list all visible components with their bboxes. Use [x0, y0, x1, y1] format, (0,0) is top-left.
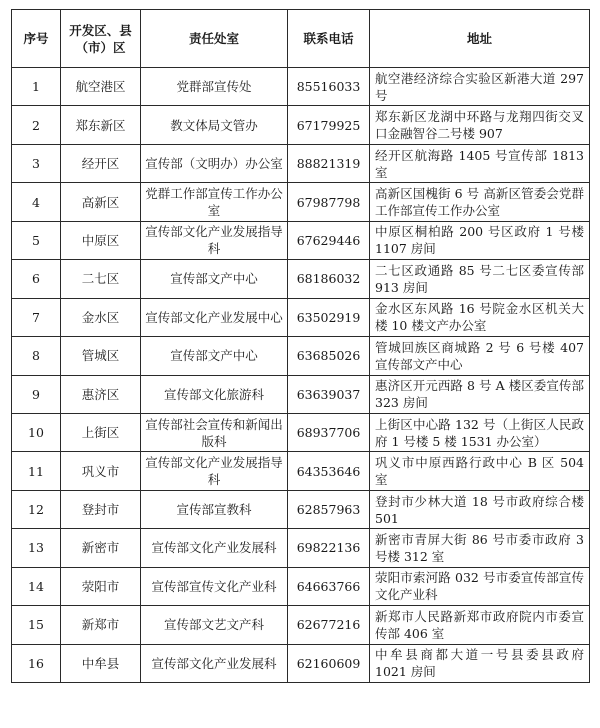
table-row — [12, 106, 590, 144]
address-cell: 荥阳市索河路 032 号市委宣传部宣传文化产业科 — [370, 567, 590, 605]
office-cell: 宣传部宣教科 — [141, 490, 288, 528]
office-cell: 宣传部文化产业发展指导科 — [141, 221, 288, 259]
district-cell: 管城区 — [61, 337, 141, 375]
district-cell: 新密市 — [61, 529, 141, 567]
table-row — [12, 260, 590, 298]
address-cell: 中原区桐柏路 200 号区政府 1 号楼 1107 房间 — [370, 221, 590, 259]
address-cell: 登封市少林大道 18 号市政府综合楼 501 — [370, 490, 590, 528]
address-cell: 巩义市中原西路行政中心 B 区 504 室 — [370, 452, 590, 490]
row-number: 14 — [12, 567, 61, 605]
phone-cell: 62160609 — [288, 644, 370, 682]
row-number: 15 — [12, 606, 61, 644]
row-number: 2 — [12, 106, 61, 144]
district-cell: 上街区 — [61, 413, 141, 451]
district-cell: 荥阳市 — [61, 567, 141, 605]
table-row — [12, 567, 590, 605]
table-row — [12, 490, 590, 528]
phone-cell: 64663766 — [288, 567, 370, 605]
district-cell: 新郑市 — [61, 606, 141, 644]
row-number: 7 — [12, 298, 61, 336]
table-row — [12, 68, 590, 106]
district-cell: 金水区 — [61, 298, 141, 336]
table-row — [12, 375, 590, 413]
office-cell: 宣传部（文明办）办公室 — [141, 144, 288, 182]
district-cell: 登封市 — [61, 490, 141, 528]
header-row — [12, 10, 590, 68]
district-cell: 郑东新区 — [61, 106, 141, 144]
address-cell: 中牟县商都大道一号县委县政府 1021 房间 — [370, 644, 590, 682]
table-row — [12, 452, 590, 490]
district-cell: 二七区 — [61, 260, 141, 298]
phone-cell: 68186032 — [288, 260, 370, 298]
phone-cell: 62857963 — [288, 490, 370, 528]
office-cell: 宣传部文化产业发展科 — [141, 529, 288, 567]
table-row — [12, 183, 590, 221]
address-cell: 新郑市人民路新郑市政府院内市委宣传部 406 室 — [370, 606, 590, 644]
district-cell: 惠济区 — [61, 375, 141, 413]
office-cell: 党群工作部宣传工作办公室 — [141, 183, 288, 221]
office-cell: 宣传部文产中心 — [141, 260, 288, 298]
office-cell: 党群部宣传处 — [141, 68, 288, 106]
phone-cell: 62677216 — [288, 606, 370, 644]
table-row — [12, 606, 590, 644]
district-cell: 高新区 — [61, 183, 141, 221]
header-phone: 联系电话 — [288, 10, 370, 68]
phone-cell: 64353646 — [288, 452, 370, 490]
district-cell: 经开区 — [61, 144, 141, 182]
office-cell: 宣传部文化产业发展指导科 — [141, 452, 288, 490]
phone-cell: 67629446 — [288, 221, 370, 259]
header-no: 序号 — [12, 10, 61, 68]
office-cell: 宣传部文艺文产科 — [141, 606, 288, 644]
phone-cell: 63685026 — [288, 337, 370, 375]
office-cell: 宣传部宣传文化产业科 — [141, 567, 288, 605]
district-cell: 中牟县 — [61, 644, 141, 682]
table-row — [12, 144, 590, 182]
row-number: 11 — [12, 452, 61, 490]
district-cell: 航空港区 — [61, 68, 141, 106]
row-number: 12 — [12, 490, 61, 528]
row-number: 5 — [12, 221, 61, 259]
table-row — [12, 529, 590, 567]
office-cell: 教文体局文管办 — [141, 106, 288, 144]
contact-table — [11, 9, 590, 683]
address-cell: 惠济区开元西路 8 号 A 楼区委宣传部 323 房间 — [370, 375, 590, 413]
district-cell: 中原区 — [61, 221, 141, 259]
table-row — [12, 413, 590, 451]
phone-cell: 67987798 — [288, 183, 370, 221]
row-number: 4 — [12, 183, 61, 221]
row-number: 10 — [12, 413, 61, 451]
office-cell: 宣传部文化产业发展中心 — [141, 298, 288, 336]
table-row — [12, 337, 590, 375]
address-cell: 二七区政通路 85 号二七区委宣传部 913 房间 — [370, 260, 590, 298]
phone-cell: 85516033 — [288, 68, 370, 106]
office-cell: 宣传部文化产业发展科 — [141, 644, 288, 682]
phone-cell: 63502919 — [288, 298, 370, 336]
address-cell: 新密市青屏大街 86 号市委市政府 3 号楼 312 室 — [370, 529, 590, 567]
phone-cell: 88821319 — [288, 144, 370, 182]
phone-cell: 69822136 — [288, 529, 370, 567]
address-cell: 金水区东风路 16 号院金水区机关大楼 10 楼文产办公室 — [370, 298, 590, 336]
table-row — [12, 644, 590, 682]
row-number: 16 — [12, 644, 61, 682]
header-address: 地址 — [370, 10, 590, 68]
phone-cell: 68937706 — [288, 413, 370, 451]
phone-cell: 63639037 — [288, 375, 370, 413]
office-cell: 宣传部文产中心 — [141, 337, 288, 375]
address-cell: 管城回族区商城路 2 号 6 号楼 407 宣传部文产中心 — [370, 337, 590, 375]
row-number: 9 — [12, 375, 61, 413]
header-district: 开发区、县（市）区 — [61, 10, 141, 68]
row-number: 3 — [12, 144, 61, 182]
row-number: 1 — [12, 68, 61, 106]
office-cell: 宣传部社会宣传和新闻出版科 — [141, 413, 288, 451]
table-row — [12, 298, 590, 336]
address-cell: 经开区航海路 1405 号宣传部 1813 室 — [370, 144, 590, 182]
address-cell: 高新区国槐街 6 号 高新区管委会党群工作部宣传工作办公室 — [370, 183, 590, 221]
address-cell: 航空港经济综合实验区新港大道 297 号 — [370, 68, 590, 106]
phone-cell: 67179925 — [288, 106, 370, 144]
address-cell: 上街区中心路 132 号（上街区人民政府 1 号楼 5 楼 1531 办公室） — [370, 413, 590, 451]
row-number: 6 — [12, 260, 61, 298]
table-row — [12, 221, 590, 259]
header-office: 责任处室 — [141, 10, 288, 68]
office-cell: 宣传部文化旅游科 — [141, 375, 288, 413]
address-cell: 郑东新区龙湖中环路与龙翔四街交叉口金融智谷二号楼 907 — [370, 106, 590, 144]
row-number: 13 — [12, 529, 61, 567]
district-cell: 巩义市 — [61, 452, 141, 490]
row-number: 8 — [12, 337, 61, 375]
